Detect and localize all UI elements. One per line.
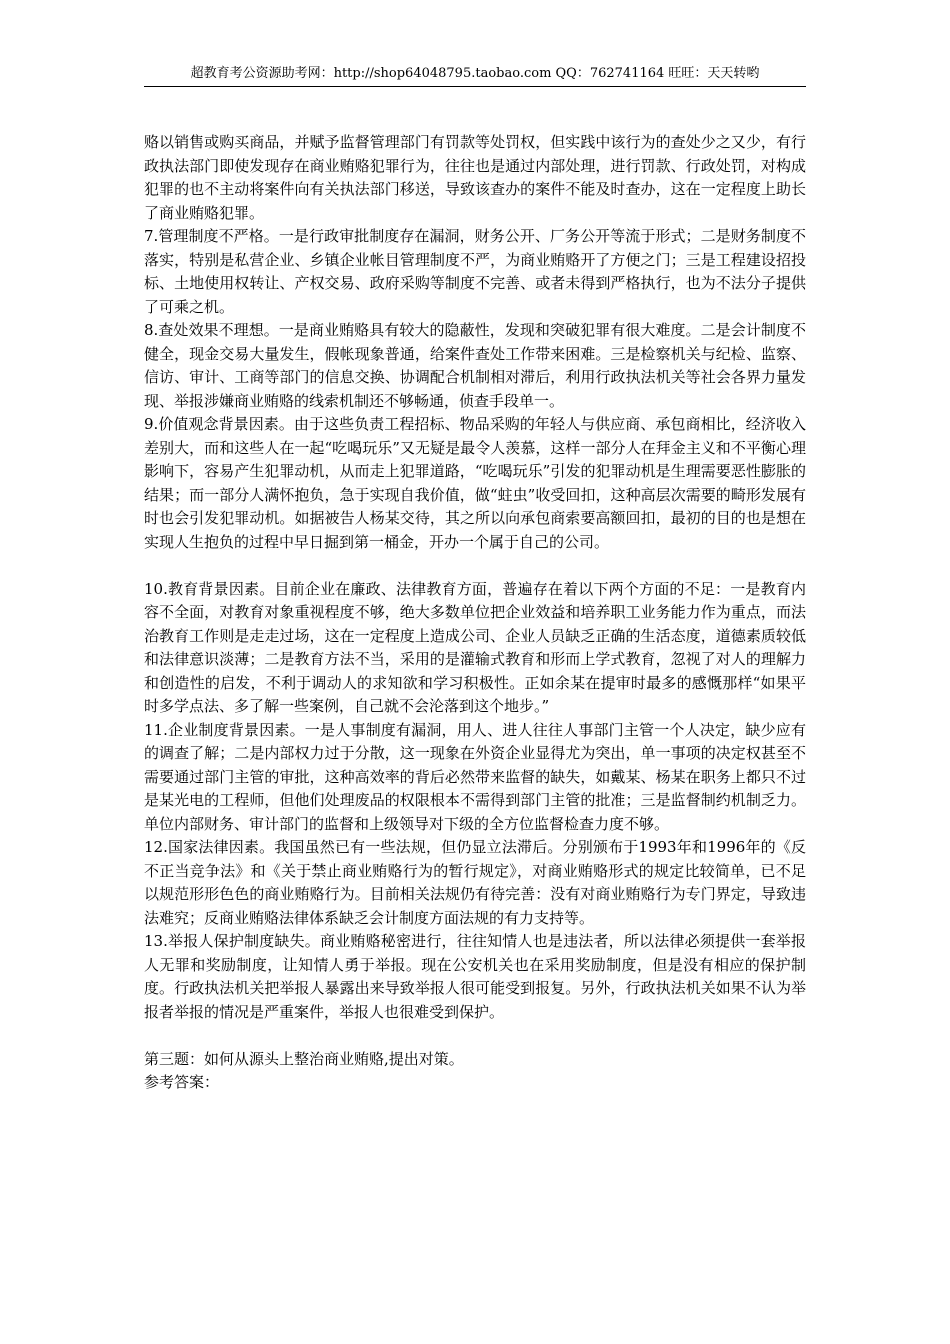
paragraph-item-7: 7.管理制度不严格。一是行政审批制度存在漏洞，财务公开、厂务公开等流于形式；二是财务制度不落实，特别是私营企业、乡镇企业帐目管理制度不严，为商业贿赂开了方便之门；三是工程建设招投标、土地使用权转让、产权交易、政府采购等制度不完善、或者未得到严格执行，也为不法分子提供了可乘之机。	[144, 227, 806, 316]
question-three: 第三题：如何从源头上整治商业贿赂,提出对策。	[144, 1049, 464, 1068]
blank-line	[144, 1024, 806, 1048]
paragraph-item-9: 9.价值观念背景因素。由于这些负责工程招标、物品采购的年轻人与供应商、承包商相比，经济收入差别大，而和这些人在一起“吃喝玩乐”又无疑是最令人羡慕，这样一部分人在拜金主义和不平衡心理影响下，容易产生犯罪动机，从而走上犯罪道路，“吃喝玩乐”引发的犯罪动机是生理需要恶性膨胀的结果；而一部分人满怀抱负，急于实现自我价值，做“蛀虫”收受回扣，这种高层次需要的畸形发展有时也会引发犯罪动机。如据被告人杨某交待，其之所以向承包商索要高额回扣，最初的目的也是想在实现人生抱负的过程中早日掘到第一桶金，开办一个属于自己的公司。	[144, 415, 806, 551]
document-body	[144, 131, 806, 1095]
paragraph-item-13: 13.举报人保护制度缺失。商业贿赂秘密进行，往往知情人也是违法者，所以法律必须提供一套举报人无罪和奖励制度，让知情人勇于举报。现在公安机关也在采用奖励制度，但是没有相应的保护制度。行政执法机关把举报人暴露出来导致举报人很可能受到报复。另外，行政执法机关如果不认为举报者举报的情况是严重案件，举报人也很难受到保护。	[144, 932, 806, 1021]
paragraph-item-12: 12.国家法律因素。我国虽然已有一些法规，但仍显立法滞后。分别颁布于1993年和1996年的《反不正当竞争法》和《关于禁止商业贿赂行为的暂行规定》，对商业贿赂形式的规定比较简单，已不足以规范形形色色的商业贿赂行为。目前相关法规仍有待完善：没有对商业贿赂行为专门界定，导致违法难究；反商业贿赂法律体系缺乏会计制度方面法规的有力支持等。	[144, 838, 806, 927]
paragraph-item-11: 11.企业制度背景因素。一是人事制度有漏洞，用人、进人往往人事部门主管一个人决定，缺少应有的调查了解；二是内部权力过于分散，这一现象在外资企业显得尤为突出，单一事项的决定权甚至不需要通过部门主管的审批，这种高效率的背后必然带来监督的缺失，如戴某、杨某在职务上都只不过是某光电的工程师，但他们处理废品的权限根本不需得到部门主管的批准；三是监督制约机制乏力。单位内部财务、审计部门的监督和上级领导对下级的全方位监督检查力度不够。	[144, 720, 806, 833]
paragraph-item-8: 8.查处效果不理想。一是商业贿赂具有较大的隐蔽性，发现和突破犯罪有很大难度。二是会计制度不健全，现金交易大量发生，假帐现象普通，给案件查处工作带来困难。三是检察机关与纪检、监察、信访、审计、工商等部门的信息交换、协调配合机制相对滞后，利用行政执法机关等社会各界力量发现、举报涉嫌商业贿赂的线索机制还不够畅通，侦查手段单一。	[144, 321, 806, 410]
paragraph-item-10: 10.教育背景因素。目前企业在廉政、法律教育方面，普遍存在着以下两个方面的不足：一是教育内容不全面，对教育对象重视程度不够，绝大多数单位把企业效益和培养职工业务能力作为重点，而法治教育工作则是走走过场，这在一定程度上造成公司、企业人员缺乏正确的生活态度，道德素质较低和法律意识淡薄；二是教育方法不当，采用的是灌输式教育和形而上学式教育，忽视了对人的理解力和创造性的启发，不利于调动人的求知欲和学习积极性。正如余某在提审时最多的感慨那样“如果平时多学点法、多了解一些案例，自己就不会沦落到这个地步。”	[144, 579, 806, 715]
paragraph-continuation: 赂以销售或购买商品，并赋予监督管理部门有罚款等处罚权，但实践中该行为的查处少之又少，有行政执法部门即使发现存在商业贿赂犯罪行为，往往也是通过内部处理，进行罚款、行政处罚，对构成犯罪的也不主动将案件向有关执法部门移送，导致该查办的案件不能及时查办，这在一定程度上助长了商业贿赂犯罪。	[144, 133, 806, 222]
reference-answer-label: 参考答案：	[144, 1073, 220, 1091]
page-header	[144, 64, 806, 87]
header-text: 超教育考公资源助考网：http://shop64048795.taobao.com QQ：762741164 旺旺：天天转哟	[190, 66, 760, 81]
blank-line	[144, 554, 806, 578]
